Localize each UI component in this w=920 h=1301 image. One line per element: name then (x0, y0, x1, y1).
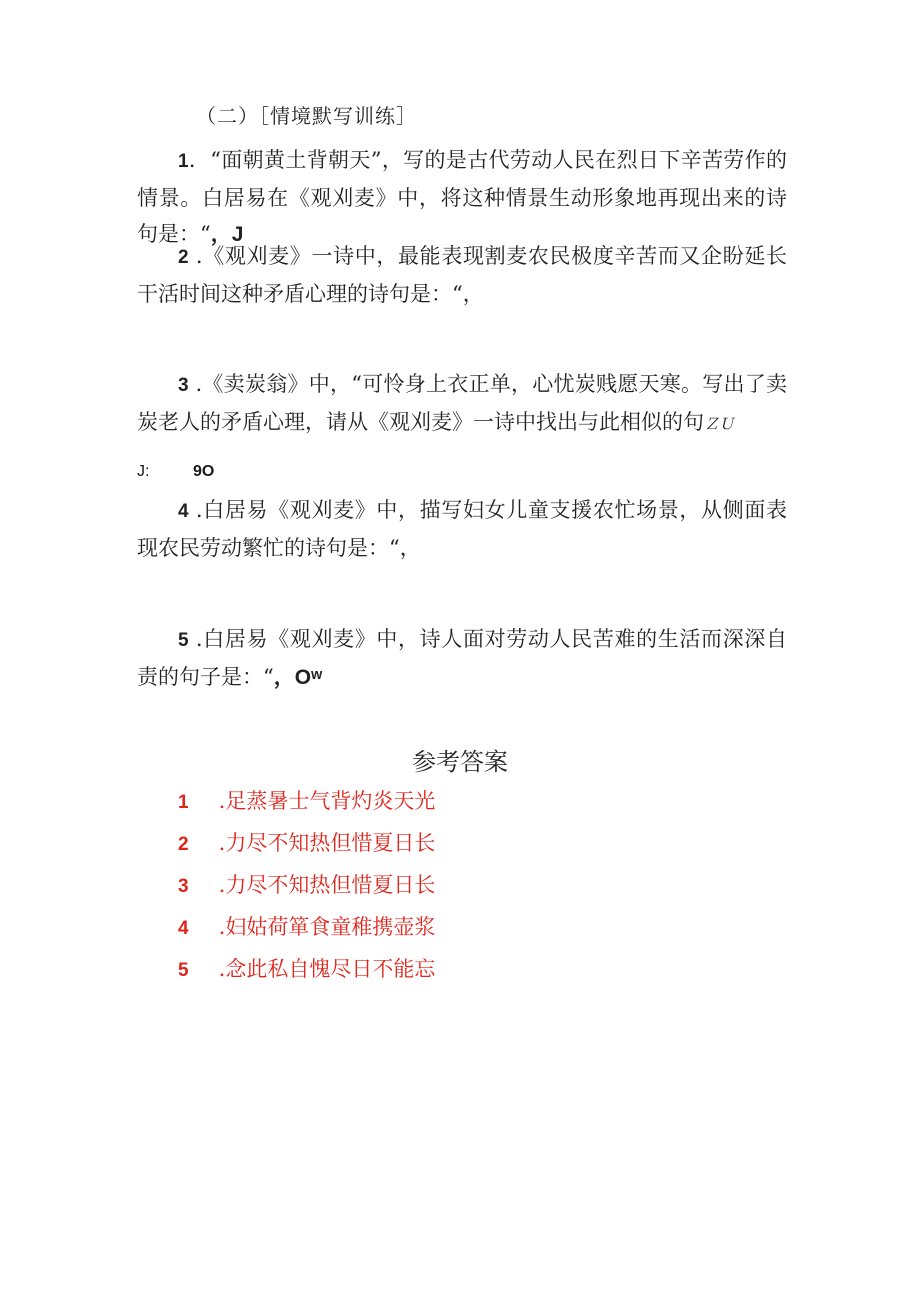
answers-heading: 参考答案 (412, 748, 508, 776)
answer-number: 3 (178, 876, 189, 897)
answer-item (178, 864, 435, 906)
answer-number: 1 (178, 792, 189, 813)
question-number: 5 (178, 630, 189, 651)
question-number: 2 (178, 247, 189, 268)
answer-text: .足蒸暑士气背灼炎天光 (212, 789, 436, 813)
answer-item (178, 780, 435, 822)
question-1 (137, 142, 787, 253)
answer-fragment: J: (137, 463, 150, 480)
question-1-paragraph (137, 142, 787, 253)
answer-item (178, 906, 435, 948)
answer-text: .妇姑荷箪食童稚携壶浆 (212, 915, 436, 939)
question-2 (137, 238, 787, 313)
question-3-paragraph (137, 366, 787, 443)
question-text: .《卖炭翁》中，“可怜身上衣正单，心忧炭贱愿天寒。写出了卖炭老人的矛盾心理，请从《观刈麦》一诗中找出与此相似的句 (137, 372, 787, 434)
question-tail: ＺＵ (704, 416, 735, 433)
answer-text: .力尽不知热但惜夏日长 (212, 831, 436, 855)
question-2-paragraph (137, 238, 787, 313)
question-number: 1 (178, 151, 189, 172)
answer-item (178, 948, 435, 990)
question-tail: ，Oʷ (273, 666, 323, 689)
answer-list (178, 780, 435, 990)
question-number: 3 (178, 375, 189, 396)
question-4-paragraph (137, 492, 787, 567)
answer-number: 4 (178, 918, 189, 939)
question-4 (137, 492, 787, 567)
question-3 (137, 366, 787, 443)
question-5-paragraph (137, 621, 787, 696)
answer-item (178, 822, 435, 864)
answer-text: .力尽不知热但惜夏日长 (212, 873, 436, 897)
answer-fragment: 9O (193, 463, 215, 480)
question-5 (137, 621, 787, 696)
question-text: .白居易《观刈麦》中，诗人面对劳动人民苦难的生活而深深自责的句子是：“ (137, 627, 787, 689)
question-text: .《观刈麦》一诗中，最能表现割麦农民极度辛苦而又企盼延长干活时间这种矛盾心理的诗句是：“， (137, 244, 787, 306)
question-tail: ，J (210, 223, 244, 246)
question-text: ．“面朝黄土背朝天”，写的是古代劳动人民在烈日下辛苦劳作的情景。白居易在《观刈麦》中，将这种情景生动形象地再现出来的诗句是：“ (137, 148, 787, 246)
question-number: 4 (178, 501, 189, 522)
question-text: .白居易《观刈麦》中，描写妇女儿童支援农忙场景，从侧面表现农民劳动繁忙的诗句是：“， (137, 498, 787, 560)
answer-text: .念此私自愧尽日不能忘 (212, 957, 436, 981)
question-3-answer-line (137, 455, 787, 491)
answer-number: 5 (178, 960, 189, 981)
answer-number: 2 (178, 834, 189, 855)
section-title: （二）［情境默写训练］ (196, 104, 417, 128)
